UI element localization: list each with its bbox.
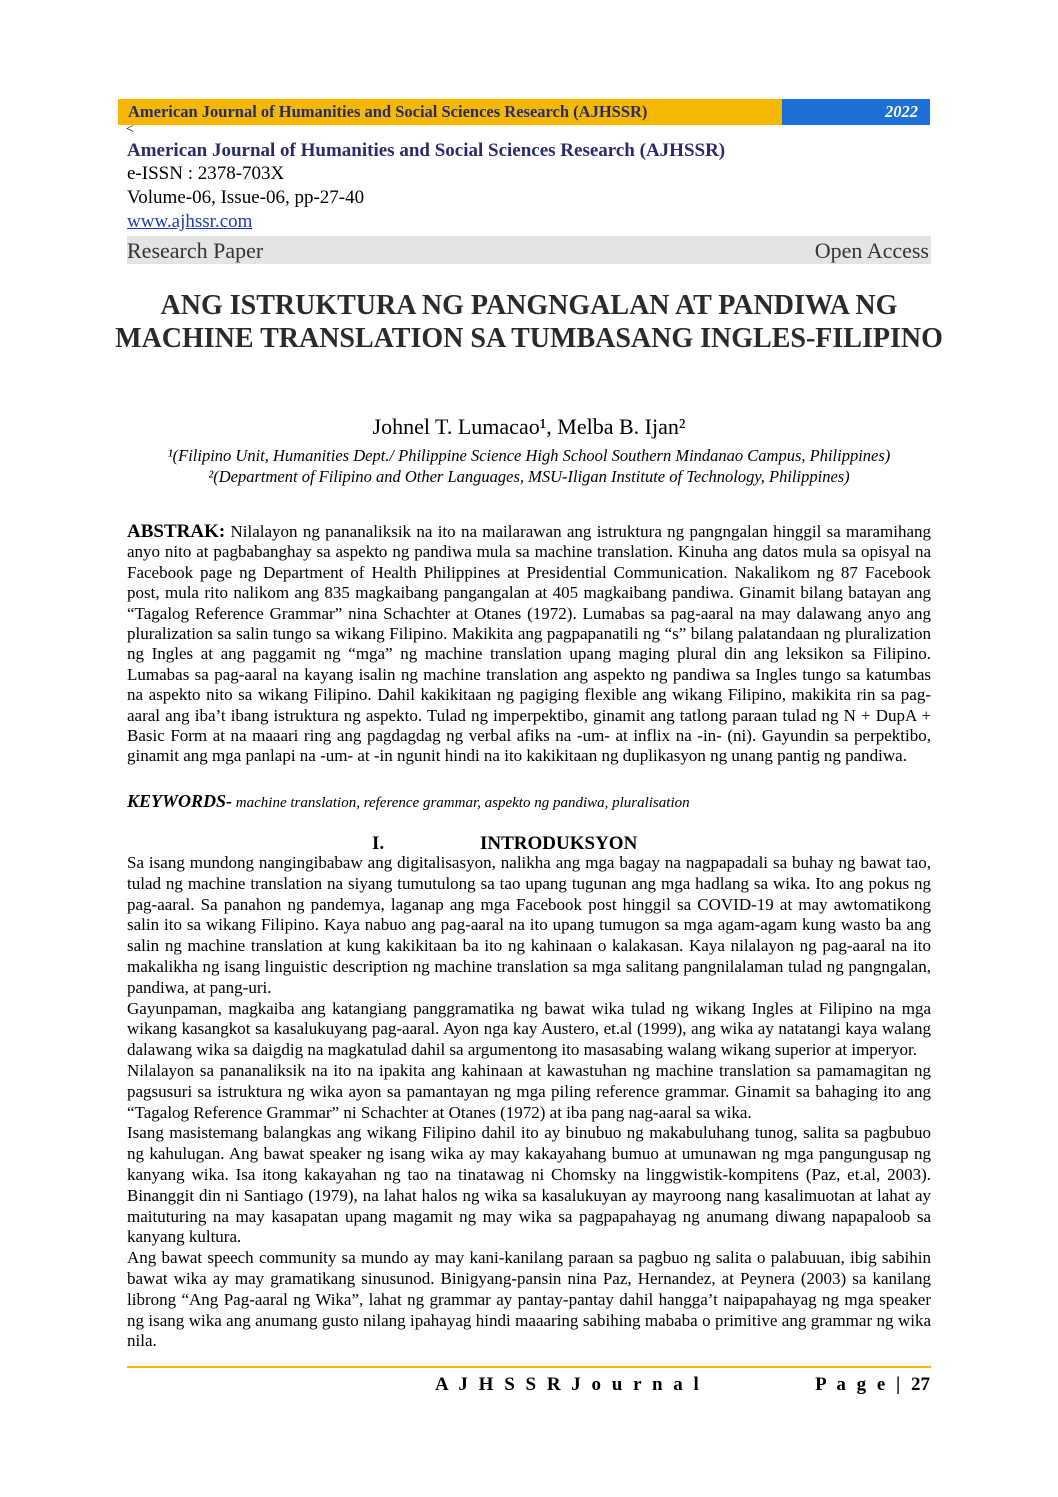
footer-page-label: P a g e | (815, 1374, 904, 1395)
paper-title: ANG ISTRUKTURA NG PANGNGALAN AT PANDIWA NG MACHINE TRANSLATION SA TUMBASANG INGLES-FILIPINO (115, 290, 943, 354)
page-number: 27 (911, 1374, 930, 1395)
section-number: I. (372, 833, 385, 854)
paragraph: Gayunpaman, magkaiba ang katangiang panggramatika ng bawat wika tulad ng wikang Ingles at Filipino na mga wikang kasangkot sa kasalukuyang pag-aaral. Ayon nga kay Austero, et.al (1999), ang wika ay natatangi kaya walang dalawang wika sa daigdig na magkatulad dahil sa argumentong ito masasabing walang wikang superior at imperyor. (127, 998, 931, 1060)
issn: e-ISSN : 2378-703X (127, 163, 285, 184)
article-type: Research Paper (127, 238, 264, 263)
footer-divider (127, 1366, 931, 1368)
paragraph: Isang masistemang balangkas ang wikang Filipino dahil ito ay binubuo ng makabuluhang tunog, salita sa pagbubuo ng kahulugan. Ang bawat speaker ng isang wika ay may kakayahang bumuo at umunawan ng mga pangungusap ng kanyang wika. Isa itong kakayahan ng tao na tinatawag ni Chomsky na linggwistik-kompitens (Paz, et.al, 2003). Binanggit din ni Santiago (1979), na lahat halos ng wika sa kasalukuyan ay mayroong nang kasalimuotan at lahat ay maituturing na may kasapatan upang magamit ng may wika sa pagpapahayag ng anumang diwang napapaloob sa kanyang kultura. (127, 1123, 931, 1247)
running-header-journal: American Journal of Humanities and Social Sciences Research (AJHSSR) (128, 102, 648, 121)
abstract-text: Nilalayon ng pananaliksik na ito na mailarawan ang istruktura ng pangngalan hinggil sa maramihang anyo nito at pagbabanghay sa aspekto ng pandiwa mula sa machine translation. Kinuha ang datos mula sa opisyal na Facebook page ng Department of Health Philippines at Presidential Communication. Nakalikom ng 87 Facebook post, mula rito nalikom ang 835 magkaibang pangangalan at 405 magkaibang pandiwa. Ginamit bilang batayan ang “Tagalog Reference Grammar” nina Schachter at Otanes (1972). Lumabas sa pag-aaral na may dalawang anyo ang pluralization sa salin tungo sa wikang Filipino. Makikita ang pagpapanatili ng “s” bilang palatandaan ng pluralization ng Ingles at ang paggamit ng “mga” ng machine translation upang maging plural din ang leksikon sa Filipino. Lumabas sa pag-aaral na kayang isalin ng machine translation ang aspekto ng pandiwa sa Ingles tungo sa katumbas na aspekto nito sa wikang Filipino. Dahil kakikitaan ng pagiging flexible ang wikang Filipino, makikita rin sa pag-aaral ang iba’t ibang istruktura ng aspekto. Tulad ng imperpektibo, ginamit ang tatlong paraan tulad ng N + DupA + Basic Form at na maaari ring ang pagdagdag ng verbal afiks na -um- at inflix na -in- (ni). Gayundin sa perpektibo, ginamit ang mga panlapi na -um- at -in ngunit hindi na ito kakikitaan ng duplikasyon ng unang pantig ng pandiwa. (127, 522, 932, 766)
footer-journal: A J H S S R J o u r n a l (435, 1374, 702, 1395)
body-text (127, 853, 931, 1352)
journal-name: American Journal of Humanities and Social Sciences Research (AJHSSR) (127, 140, 726, 161)
volume-info: Volume-06, Issue-06, pp-27-40 (127, 187, 365, 208)
running-header-year-band (782, 99, 930, 125)
keywords-text: machine translation, reference grammar, aspekto ng pandiwa, pluralisation (235, 795, 690, 811)
affiliation-1: ¹(Filipino Unit, Humanities Dept./ Philippine Science High School Southern Mindanao Campus, Philippines) (167, 446, 891, 465)
paragraph: Nilalayon sa pananaliksik na ito na ipakita ang kahinaan at kawastuhan ng machine translation sa pamamagitan ng pagsusuri sa istruktura ng wika ayon sa pamantayan ng mga piling reference grammar. Ginamit sa bahaging ito ang “Tagalog Reference Grammar” ni Schachter at Otanes (1972) at iba pang nag-aaral sa wika. (127, 1060, 931, 1122)
footer-page (815, 1374, 930, 1396)
header-caret: < (126, 122, 134, 137)
section-title: INTRODUKSYON (480, 833, 638, 854)
article-type-bar (127, 236, 931, 264)
access-type: Open Access (814, 238, 929, 263)
keywords-label: KEYWORDS- (127, 791, 233, 811)
keywords (127, 791, 931, 812)
abstract (127, 522, 931, 767)
paragraph: Ang bawat speech community sa mundo ay may kani-kanilang paraan sa pagbuo ng salita o palabuuan, ibig sabihin bawat wika ay may gramatikang sinusunod. Binigyang-pansin nina Paz, Hernandez, at Peynera (2003) sa kanilang librong “Ang Pag-aaral ng Wika”, lahat ng grammar ay pantay-pantay dahil hangga’t naipapahayag ng mga speaker ng isang wika ang anumang gusto nilang ipahayag hindi maaaring sabihing mababa o primitive ang grammar ng wika nila. (127, 1248, 931, 1351)
running-header (118, 99, 930, 125)
running-header-journal-band (118, 99, 782, 125)
paragraph: Sa isang mundong nangingibabaw ang digitalisasyon, nalikha ang mga bagay na nagpapadali sa buhay ng bawat tao, tulad ng machine translation na siyang tumutulong sa tao upang tugunan ang mga hadlang sa wika. Ito ang pokus ng pag-aaral. Sa panahon ng pandemya, laganap ang mga Facebook post hinggil sa COVID-19 at may awtomatikong salin ito sa wikang Filipino. Kaya nabuo ang pag-aaral na ito upang tumugon sa mga agam-agam kung wasto ba ang salin ng machine translation at kung kakikitaan ba ito ng kahinaan o kalakasan. Kaya nilalayon ng pag-aaral na ito makalikha ng isang linguistic description ng machine translation sa mga salitang pangnilalaman tulad ng pangngalan, pandiwa, at pang-uri. (127, 853, 931, 997)
journal-url-link[interactable]: www.ajhssr.com (127, 211, 253, 232)
running-header-year: 2022 (885, 102, 918, 121)
affiliation-2: ²(Department of Filipino and Other Languages, MSU-Iligan Institute of Technology, Philippines) (208, 467, 850, 486)
abstract-label: ABSTRAK: (127, 521, 226, 542)
author-list: Johnel T. Lumacao¹, Melba B. Ijan² (372, 414, 686, 439)
